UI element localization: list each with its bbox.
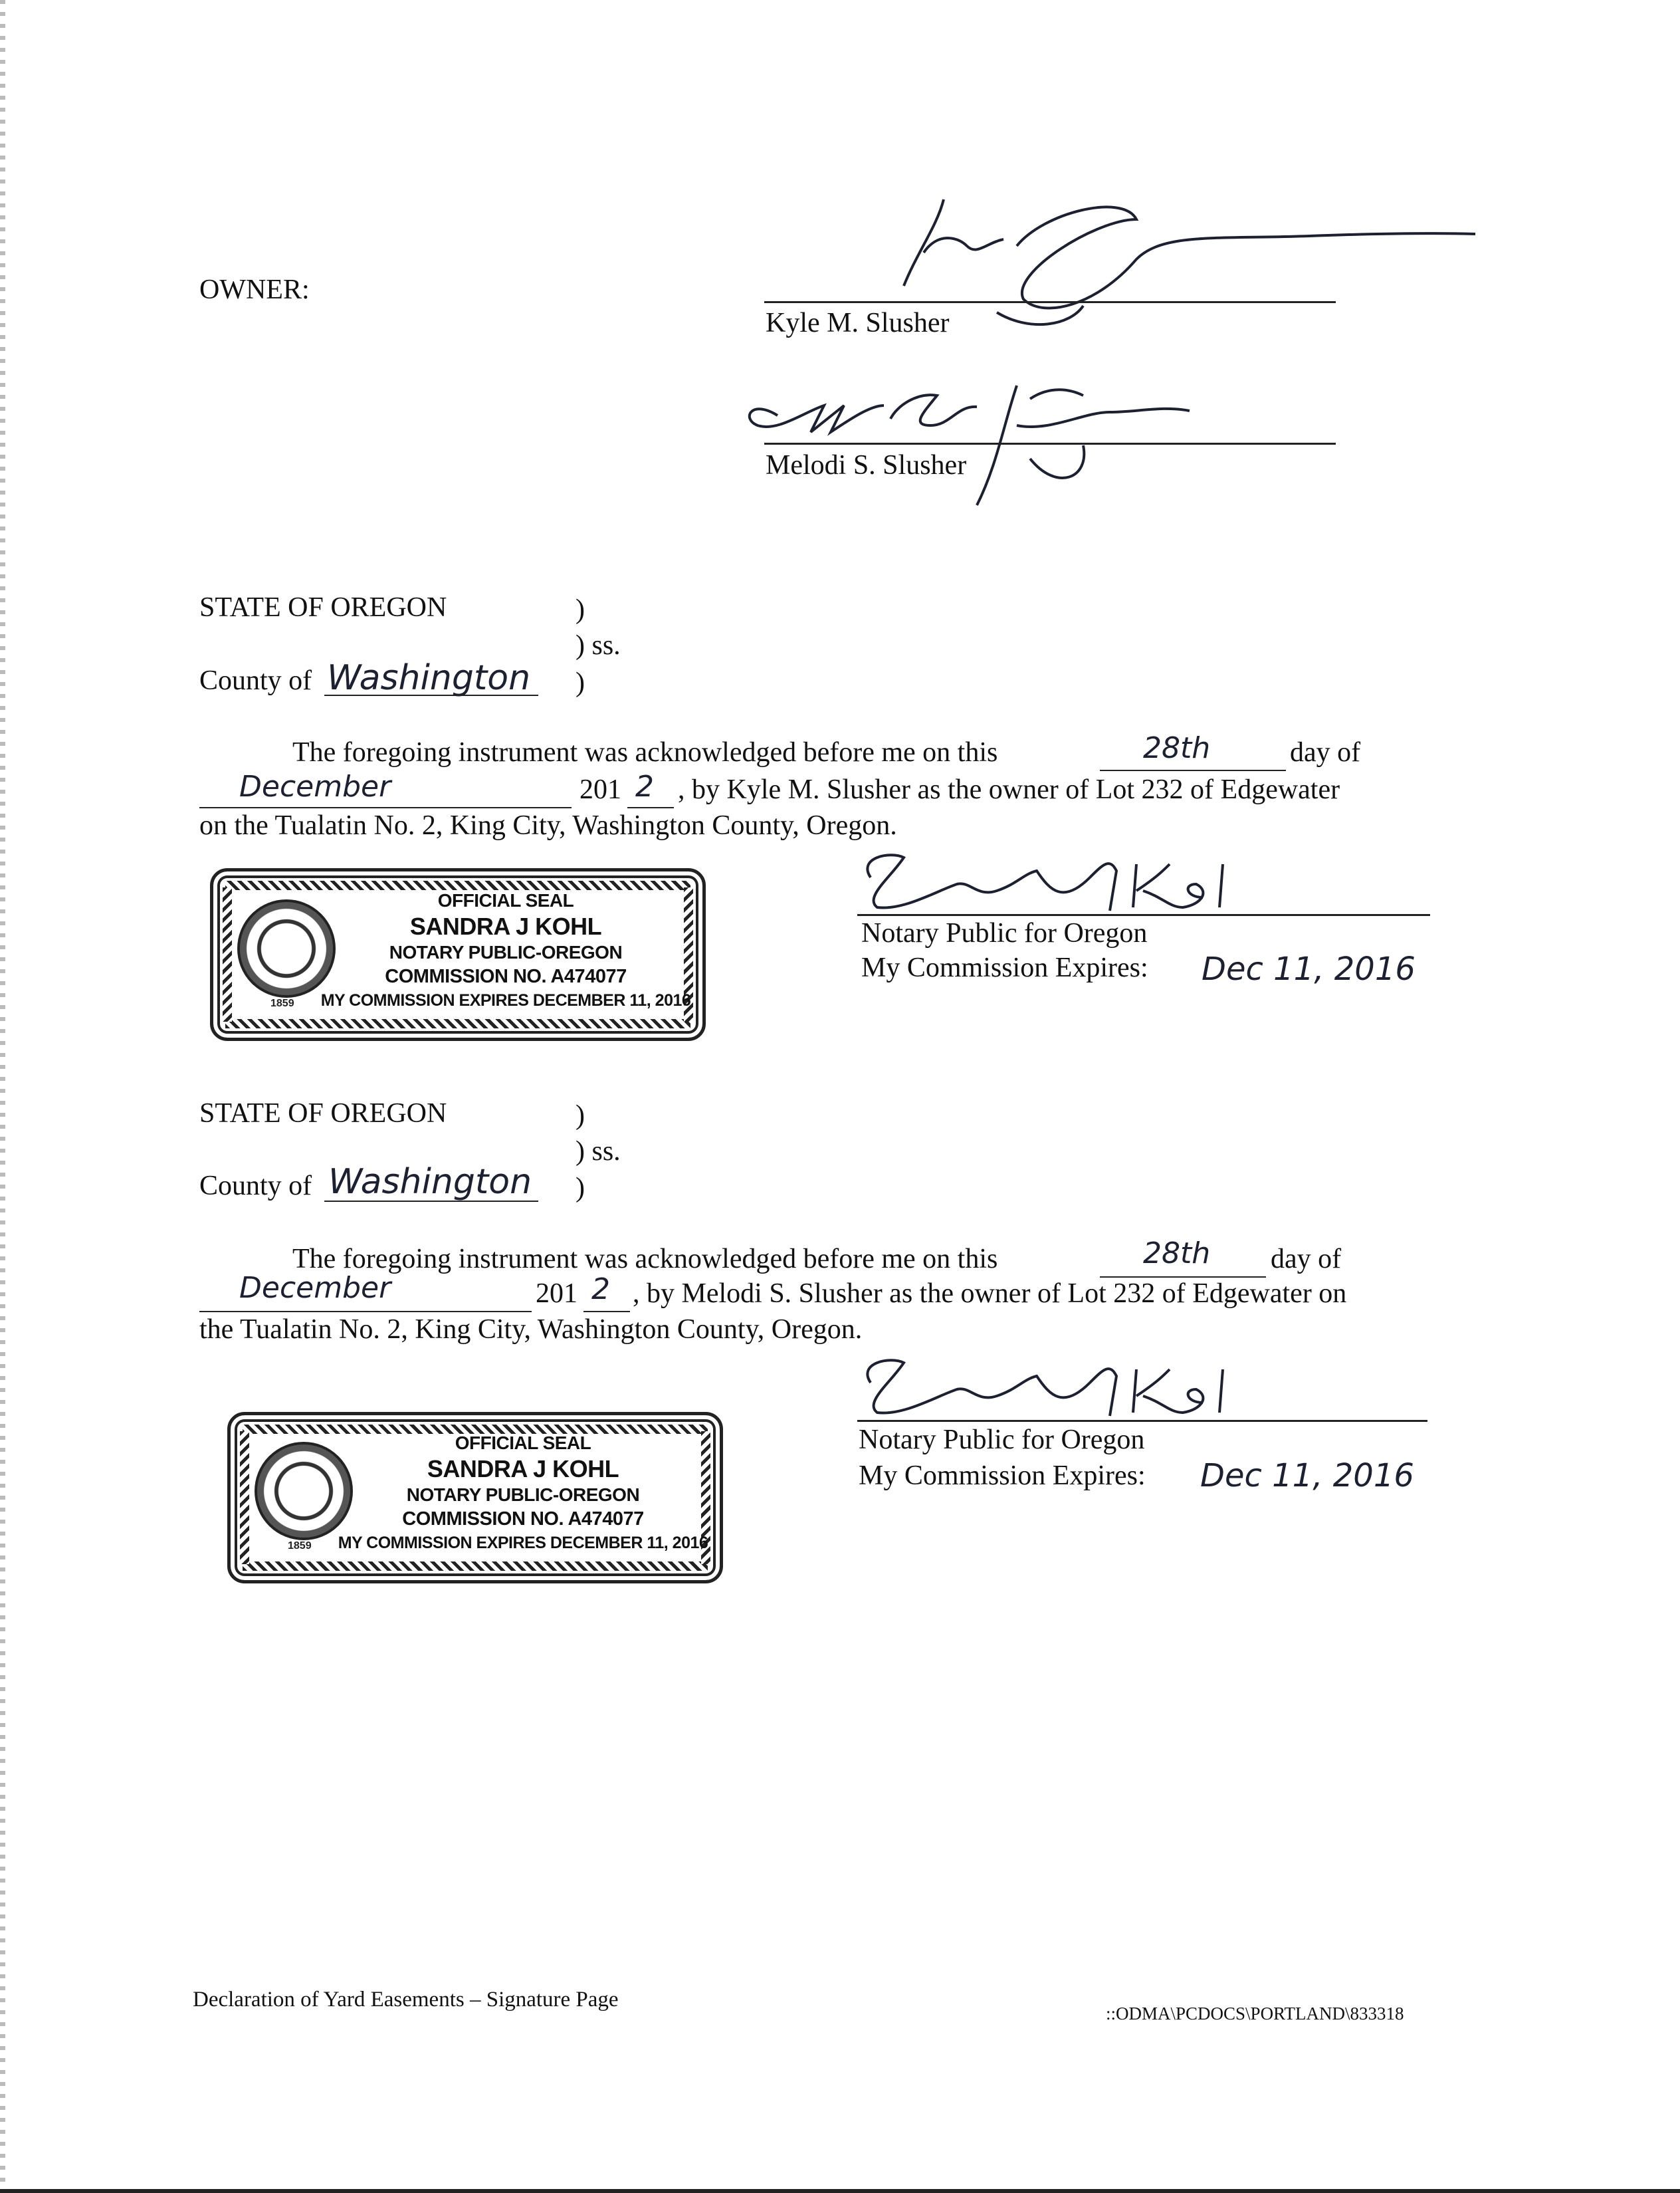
stamp-line-3: NOTARY PUBLIC-OREGON	[406, 1484, 640, 1505]
signatory-melodi: Melodi S. Slusher	[766, 450, 967, 481]
ss-label: ) ss.	[576, 1136, 621, 1167]
year-underline	[627, 807, 674, 808]
notary-title: Notary Public for Oregon	[859, 1425, 1145, 1455]
ss-label: ) ss.	[576, 630, 621, 661]
county-handwritten: Washington	[328, 1162, 532, 1202]
county-label: County of	[199, 665, 312, 696]
signature-line-kyle	[764, 301, 1336, 303]
paren-3: )	[576, 667, 585, 698]
owner-label: OWNER:	[199, 275, 310, 305]
county-underline	[324, 695, 538, 696]
stamp-border-bottom	[243, 1561, 708, 1571]
ack-line-3: on the Tualatin No. 2, King City, Washington County, Oregon.	[199, 810, 897, 841]
state-seal-icon	[255, 1442, 353, 1540]
day-underline	[1100, 770, 1286, 771]
stamp-line-5: MY COMMISSION EXPIRES DECEMBER 11, 2016	[338, 1534, 708, 1552]
year-prefix: 201	[536, 1278, 578, 1309]
scan-bottom-edge	[0, 2189, 1680, 2193]
commission-expires-label: My Commission Expires:	[861, 953, 1148, 983]
stamp-line-1: OFFICIAL SEAL	[455, 1433, 591, 1453]
melodi-signature-graphic	[738, 359, 1216, 519]
paren-3: )	[576, 1173, 585, 1203]
notary-signature-graphic	[851, 844, 1263, 917]
commission-expires-label: My Commission Expires:	[859, 1460, 1146, 1491]
year-handwritten-digit: 2	[635, 770, 654, 804]
stamp-border-top	[225, 881, 690, 890]
scan-left-edge	[0, 0, 5, 2193]
ack-line-2: , by Melodi S. Slusher as the owner of Lot 232 of Edgewater on	[633, 1278, 1347, 1309]
ack-line-1: The foregoing instrument was acknowledged before me on this	[292, 737, 998, 768]
commission-expires-handwritten: Dec 11, 2016	[1202, 951, 1416, 988]
notary-title: Notary Public for Oregon	[861, 918, 1148, 949]
month-underline	[199, 1311, 532, 1312]
stamp-line-5: MY COMMISSION EXPIRES DECEMBER 11, 2016	[320, 991, 691, 1010]
footer-title: Declaration of Yard Easements – Signature Page	[193, 1988, 619, 2012]
ack-line-1: The foregoing instrument was acknowledged before me on this	[292, 1244, 998, 1274]
year-underline	[583, 1311, 630, 1312]
paren-1: )	[576, 1100, 585, 1131]
stamp-line-4: COMMISSION NO. A474077	[385, 966, 627, 987]
county-label: County of	[199, 1171, 312, 1201]
seal-year: 1859	[270, 998, 294, 1009]
commission-expires-handwritten: Dec 11, 2016	[1200, 1457, 1414, 1494]
seal-year: 1859	[288, 1540, 312, 1552]
day-handwritten: 28th	[1143, 1236, 1211, 1270]
day-of-label: day of	[1271, 1244, 1342, 1274]
day-handwritten: 28th	[1143, 731, 1211, 765]
year-prefix: 201	[579, 774, 621, 805]
month-underline	[199, 807, 572, 808]
notary-signature-line	[857, 914, 1430, 916]
state-heading: STATE OF OREGON	[199, 1098, 447, 1129]
month-handwritten: December	[239, 1271, 391, 1305]
notary-stamp	[227, 1412, 723, 1583]
ack-line-2: , by Kyle M. Slusher as the owner of Lot 232 of Edgewater	[678, 774, 1340, 805]
month-handwritten: December	[239, 770, 391, 804]
paren-1: )	[576, 594, 585, 625]
state-heading: STATE OF OREGON	[199, 592, 447, 623]
stamp-line-2: SANDRA J KOHL	[409, 913, 602, 940]
stamp-line-3: NOTARY PUBLIC-OREGON	[389, 942, 623, 963]
day-of-label: day of	[1290, 737, 1361, 768]
county-handwritten: Washington	[327, 658, 531, 698]
county-underline	[324, 1201, 538, 1202]
notary-stamp	[210, 868, 706, 1041]
notary-signature-graphic	[851, 1349, 1263, 1423]
stamp-line-2: SANDRA J KOHL	[427, 1455, 619, 1482]
stamp-line-4: COMMISSION NO. A474077	[402, 1508, 644, 1530]
signatory-kyle: Kyle M. Slusher	[766, 308, 950, 338]
stamp-line-1: OFFICIAL SEAL	[437, 890, 574, 911]
ack-line-3: the Tualatin No. 2, King City, Washington County, Oregon.	[199, 1314, 863, 1345]
stamp-border-left	[240, 1431, 249, 1564]
stamp-border-left	[223, 887, 232, 1022]
signature-line-melodi	[764, 443, 1336, 445]
state-seal-icon	[237, 899, 336, 998]
stamp-border-bottom	[225, 1019, 690, 1028]
year-handwritten-digit: 2	[591, 1272, 610, 1306]
notary-signature-line	[857, 1420, 1427, 1422]
document-reference: ::ODMA\PCDOCS\PORTLAND\833318	[1106, 2004, 1404, 2023]
